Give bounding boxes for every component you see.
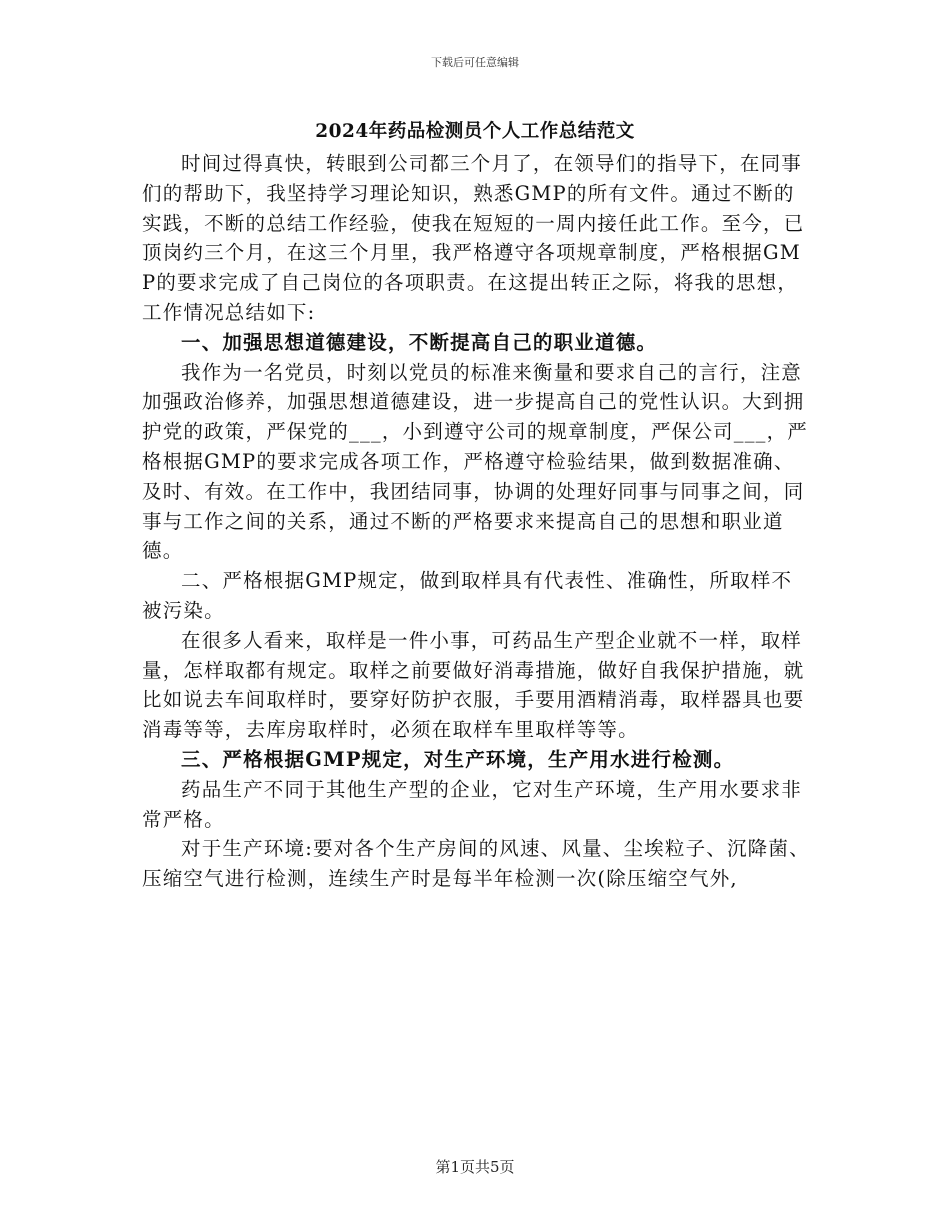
section-heading-2: 二、严格根据GMP规定，做到取样具有代表性、准确性，所取样不被污染。 [142, 569, 793, 622]
document-title: 2024年药品检测员个人工作总结范文 [315, 121, 635, 142]
paragraph-section-2: 在很多人看来，取样是一件小事，可药品生产型企业就不一样，取样量，怎样取都有规定。取样之前要做好消毒措施，做好自我保护措施，就比如说去车间取样时，要穿好防护衣服，手要用酒精消毒，取样器具也要消毒等等，去库房取样时，必须在取样车里取样等等。 [142, 628, 805, 742]
paragraph-section-3a: 药品生产不同于其他生产型的企业，它对生产环境，生产用水要求非常严格。 [142, 777, 803, 831]
section-heading-1: 一、加强思想道德建设，不断提高自己的职业道德。 [181, 330, 658, 354]
paragraph-section-1: 我作为一名党员，时刻以党员的标准来衡量和要求自己的言行，注意加强政治修养，加强思想道德建设，进一步提高自己的党性认识。大到拥护党的政策，严保党的___，小到遵守公司的规章制度，严保公司___，严格根据GMP的要求完成各项工作，严格遵守检验结果，做到数据准确、及时、有效。在工作中，我团结同事，协调的处理好同事与同事之间，同事与工作之间的关系，通过不断的严格要求来提高自己的思想和职业道德。 [142, 360, 809, 563]
document-body [142, 149, 812, 894]
header-note: 下载后可任意编辑 [431, 56, 519, 69]
paragraph-intro: 时间过得真快，转眼到公司都三个月了，在领导们的指导下，在同事们的帮助下，我坚持学习理论知识，熟悉GMP的所有文件。通过不断的实践，不断的总结工作经验，使我在短短的一周内接任此工作。至今，已顶岗约三个月，在这三个月里，我严格遵守各项规章制度，严格根据GMP的要求完成了自己岗位的各项职责。在这提出转正之际，将我的思想，工作情况总结如下: [142, 152, 805, 324]
section-heading-3: 三、严格根据GMP规定，对生产环境，生产用水进行检测。 [181, 747, 735, 771]
page-number-footer: 第1页共5页 [435, 1158, 515, 1176]
paragraph-section-3b: 对于生产环境:要对各个生产房间的风速、风量、尘埃粒子、沉降菌、压缩空气进行检测，连续生产时是每半年检测一次(除压缩空气外, [142, 837, 810, 891]
